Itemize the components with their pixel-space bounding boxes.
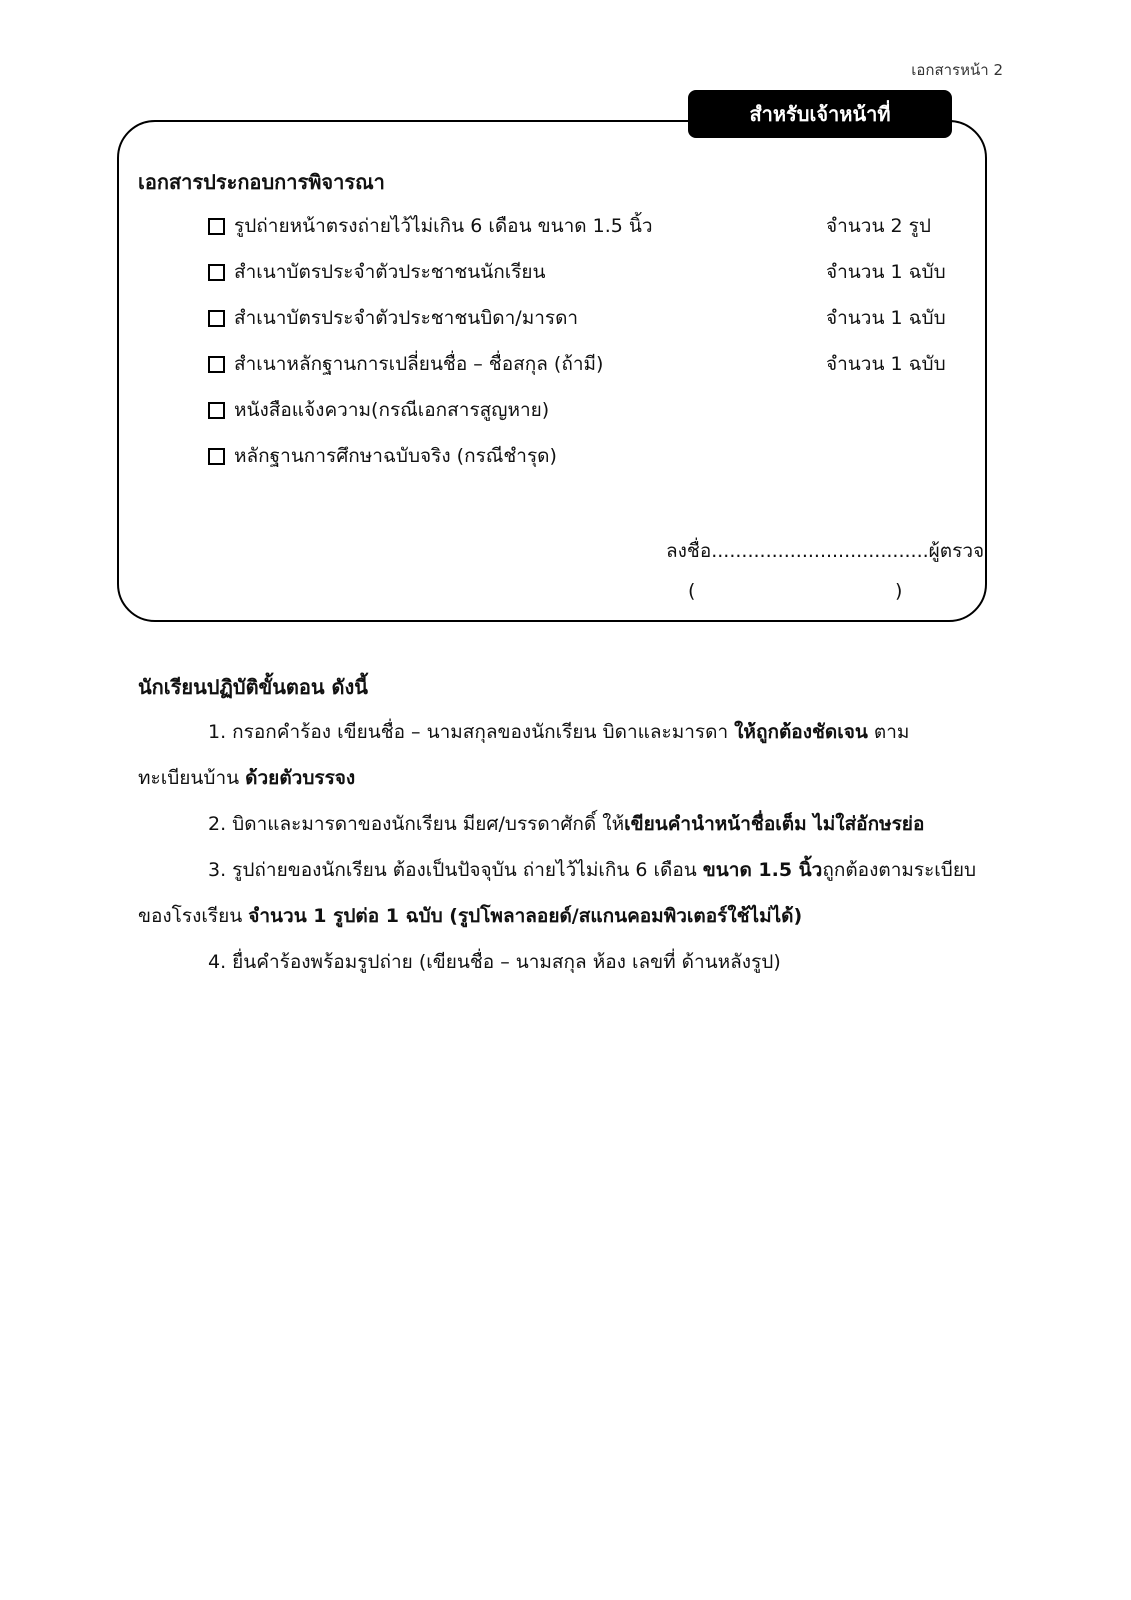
checklist-item-original-certificate — [208, 441, 557, 471]
checklist-item-label: หลักฐานการศึกษาฉบับจริง (กรณีชำรุด) — [234, 445, 557, 467]
step-emphasis: ด้วยตัวบรรจง — [245, 767, 356, 789]
step-emphasis: ขนาด 1.5 นิ้ว — [702, 859, 823, 881]
step-emphasis: ให้ถูกต้องชัดเจน — [734, 721, 868, 743]
checklist-item-police-report — [208, 395, 549, 425]
checkbox-icon[interactable] — [208, 448, 225, 465]
step-text: 2. บิดาและมารดาของนักเรียน มียศ/บรรดาศักดิ์ ให้ — [208, 813, 625, 835]
step-1-line-1 — [208, 717, 909, 747]
instructions-heading: นักเรียนปฏิบัติขั้นตอน ดังนี้ — [138, 675, 368, 699]
step-text: 3. รูปถ่ายของนักเรียน ต้องเป็นปัจจุบัน ถ่ายไว้ไม่เกิน 6 เดือน — [208, 859, 703, 881]
step-text: 4. ยื่นคำร้องพร้อมรูปถ่าย (เขียนชื่อ – นามสกุล ห้อง เลขที่ ด้านหลังรูป) — [208, 951, 781, 973]
step-text: ทะเบียนบ้าน — [138, 767, 246, 789]
checklist-item-quantity: จำนวน 1 ฉบับ — [826, 261, 946, 283]
checklist-item-quantity: จำนวน 1 ฉบับ — [826, 307, 946, 329]
checkbox-icon[interactable] — [208, 356, 225, 373]
step-3-line-1 — [208, 855, 976, 885]
checklist-item-photo — [208, 211, 653, 241]
checklist-item-label: หนังสือแจ้งความ(กรณีเอกสารสูญหาย) — [234, 399, 550, 421]
step-4 — [208, 947, 781, 977]
checklist-item-quantity: จำนวน 1 ฉบับ — [826, 353, 946, 375]
checklist-item-student-id-copy — [208, 257, 546, 287]
signature-name-paren-open: ( — [688, 580, 696, 602]
checklist-item-name-change-copy — [208, 349, 603, 379]
checklist-item-label: สำเนาหลักฐานการเปลี่ยนชื่อ – ชื่อสกุล (ถ้ามี) — [234, 353, 604, 375]
inspector-signature-line: ลงชื่อ....................................ผู้ตรวจ — [666, 540, 985, 562]
checklist-item-quantity: จำนวน 2 รูป — [826, 215, 931, 237]
staff-section-tab: สำหรับเจ้าหน้าที่ — [688, 90, 952, 138]
checklist-item-label: รูปถ่ายหน้าตรงถ่ายไว้ไม่เกิน 6 เดือน ขนาด 1.5 นิ้ว — [234, 215, 653, 237]
checkbox-icon[interactable] — [208, 310, 225, 327]
step-text: 1. กรอกคำร้อง เขียนชื่อ – นามสกุลของนักเรียน บิดาและมารดา — [208, 721, 735, 743]
checkbox-icon[interactable] — [208, 218, 225, 235]
step-3-line-2 — [138, 901, 802, 931]
checkbox-icon[interactable] — [208, 264, 225, 281]
step-text: ของโรงเรียน — [138, 905, 249, 927]
step-text: ตาม — [867, 721, 910, 743]
step-emphasis: เขียนคำนำหน้าชื่อเต็ม ไม่ใส่อักษรย่อ — [624, 813, 925, 835]
documents-heading: เอกสารประกอบการพิจารณา — [138, 170, 385, 194]
step-text: ถูกต้องตามระเบียบ — [822, 859, 977, 881]
page-number: เอกสารหน้า 2 — [911, 61, 1003, 79]
step-2 — [208, 809, 924, 839]
signature-name-paren-close: ) — [895, 580, 903, 602]
checklist-item-parent-id-copy — [208, 303, 578, 333]
checklist-item-label: สำเนาบัตรประจำตัวประชาชนนักเรียน — [234, 261, 546, 283]
checklist-item-label: สำเนาบัตรประจำตัวประชาชนบิดา/มารดา — [234, 307, 579, 329]
checkbox-icon[interactable] — [208, 402, 225, 419]
step-1-line-2 — [138, 763, 355, 793]
step-emphasis: จำนวน 1 รูปต่อ 1 ฉบับ (รูปโพลาลอยด์/สแกนคอมพิวเตอร์ใช้ไม่ได้) — [248, 905, 803, 927]
